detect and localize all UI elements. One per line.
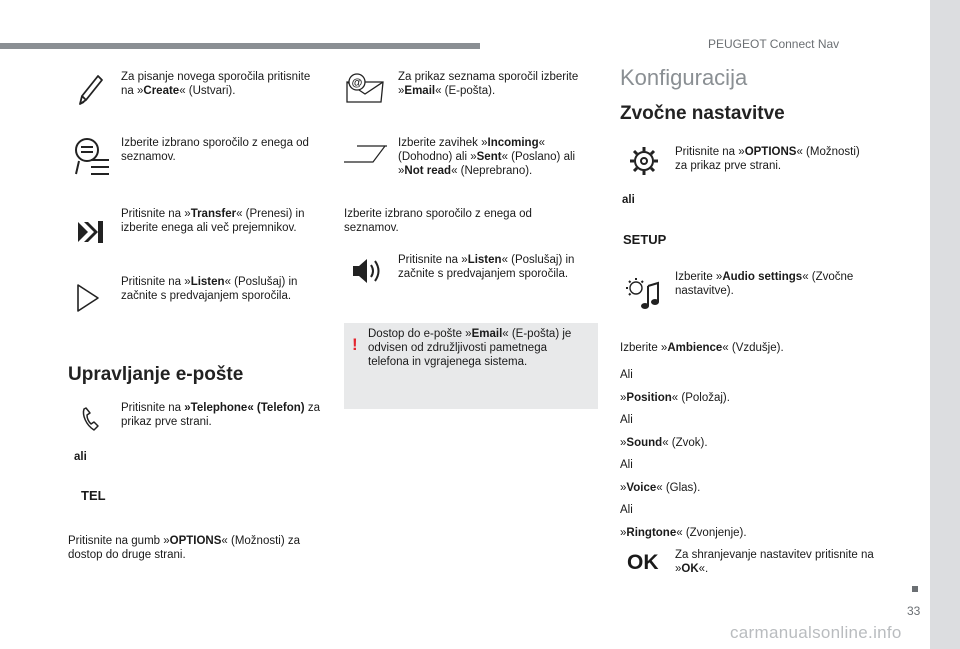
setup-button-label: SETUP	[623, 232, 667, 247]
listen-instruction-2: Pritisnite na »Listen« (Poslušaj) in začnite s predvajanjem sporočila.	[398, 254, 575, 280]
transfer-instruction: Pritisnite na »Transfer« (Prenesi) in izberite enega ali več prejemnikov.	[121, 208, 305, 234]
message-list-icon	[73, 136, 113, 178]
listen-instruction: Pritisnite na »Listen« (Poslušaj) in začnite s predvajanjem sporočila.	[121, 276, 298, 302]
svg-text:@: @	[351, 77, 363, 89]
gear-icon	[628, 145, 660, 177]
ok-button-label: OK	[627, 551, 659, 574]
voice-option: »Voice« (Glas).	[620, 482, 701, 494]
ambience-option: Izberite »Ambience« (Vzdušje).	[620, 342, 784, 354]
header-title: PEUGEOT Connect Nav	[708, 37, 840, 51]
or-label: ali	[74, 451, 87, 463]
audio-settings-icon	[624, 276, 662, 312]
save-instruction: Za shranjevanje nastavitev pritisnite na »OK«.	[675, 549, 874, 575]
email-icon	[345, 72, 387, 106]
tab-instruction: Izberite zavihek »Incoming« (Dohodno) ali »Sent« (Poslano) ali »Not read« (Neprebrano).	[398, 137, 576, 177]
telephone-instruction: Pritisnite na »Telephone« (Telefon) za prikaz prve strani.	[121, 402, 320, 428]
tab-icon	[343, 144, 389, 164]
pencil-icon	[74, 72, 104, 108]
or-text-3: Ali	[620, 459, 633, 471]
speaker-icon	[351, 256, 385, 286]
page-title: Konfiguracija	[620, 65, 748, 90]
or-label-2: ali	[622, 194, 635, 206]
tel-button-label: TEL	[81, 488, 106, 503]
phone-icon	[80, 405, 106, 433]
sound-option: »Sound« (Zvok).	[620, 437, 708, 449]
email-management-heading: Upravljanje e-pošte	[68, 364, 244, 385]
or-text-4: Ali	[620, 504, 633, 516]
position-option: »Position« (Položaj).	[620, 392, 730, 404]
sound-settings-heading: Zvočne nastavitve	[620, 103, 785, 124]
page-side-strip	[930, 0, 960, 649]
play-icon	[76, 283, 100, 313]
audio-settings-instruction: Izberite »Audio settings« (Zvočne nastavitve).	[675, 271, 854, 297]
transfer-icon	[74, 216, 106, 248]
select-message-text: Izberite izbrano sporočilo z enega od seznamov.	[121, 137, 309, 163]
header-bar	[0, 43, 480, 49]
page-marker	[912, 586, 918, 592]
options-instruction: Pritisnite na gumb »OPTIONS« (Možnosti) za dostop do druge strani.	[68, 535, 301, 561]
watermark: carmanualsonline.info	[730, 623, 902, 642]
ringtone-option: »Ringtone« (Zvonjenje).	[620, 527, 747, 539]
create-instruction: Za pisanje novega sporočila pritisnite na »Create« (Ustvari).	[121, 71, 311, 97]
notice-text: Dostop do e-pošte »Email« (E-pošta) je odvisen od združljivosti pametnega telefona in vgrajenega sistema.	[368, 328, 572, 368]
warning-icon: !	[352, 335, 358, 354]
select-message-text-2: Izberite izbrano sporočilo z enega od seznamov.	[344, 208, 532, 234]
email-list-instruction: Za prikaz seznama sporočil izberite »Email« (E-pošta).	[398, 71, 579, 97]
or-text-1: Ali	[620, 369, 633, 381]
or-text-2: Ali	[620, 414, 633, 426]
page-number: 33	[907, 604, 921, 618]
options-instruction-2: Pritisnite na »OPTIONS« (Možnosti) za prikaz prve strani.	[675, 146, 860, 172]
